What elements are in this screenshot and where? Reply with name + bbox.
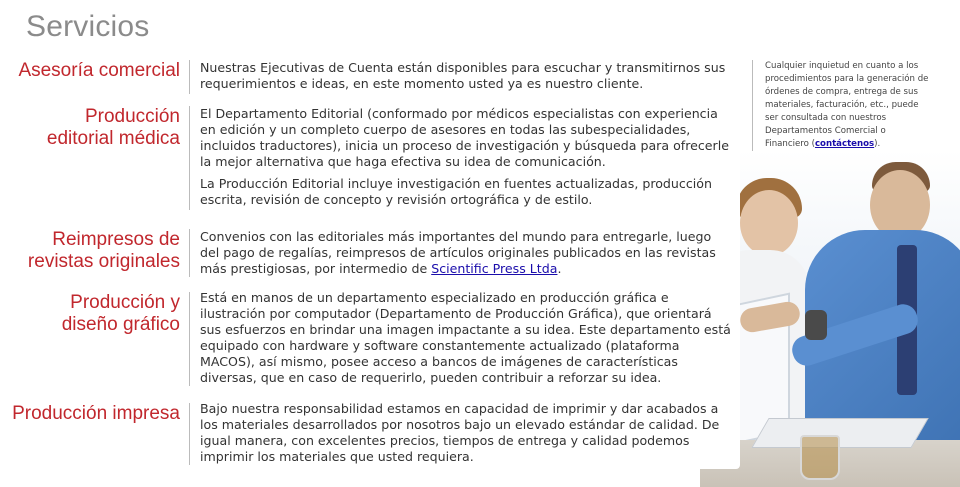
- service-paragraph: Nuestras Ejecutivas de Cuenta están disponibles para escuchar y transmitirnos sus requerimientos e ideas, en este momento usted ya es nuestro cliente.: [200, 60, 726, 91]
- service-paragraph: La Producción Editorial incluye investigación en fuentes actualizadas, producción escrita, revisión de concepto y revisión ortográfica y de estilo.: [200, 176, 712, 207]
- service-paragraph-text-after: .: [557, 261, 562, 276]
- service-divider: [189, 60, 190, 94]
- service-paragraph: Está en manos de un departamento especializado en producción gráfica e ilustración por computador (Departamento de Producción Gráfica), que orientará sus esfuerzos en brindar una imagen impactante a su idea. Este departamento está equipado con hardware y software constantemente actualizado (plataforma MACOS), así mismo, posee acceso a bancos de imágenes de características diversas, que en caso de requerirlo, pueden contribuir a reforzar su idea.: [200, 290, 731, 385]
- side-note-text: Cualquier inquietud en cuanto a los procedimientos para la generación de órdenes de compra, entrega de sus materiales, facturación, etc., puede ser consultada con nuestros Departamentos Comercial o Financiero (: [765, 61, 929, 149]
- service-label-line: Asesoría comercial: [18, 60, 180, 81]
- service-paragraph: Bajo nuestra responsabilidad estamos en capacidad de imprimir y dar acabados a los materiales desarrollados por nosotros bajo un elevado estándar de calidad. De igual manera, con excelentes precios, tiempos de entrega y calidad podemos imprimir los materiales que usted requiera.: [200, 401, 720, 464]
- service-divider: [189, 106, 190, 210]
- service-text-impresa: [200, 401, 734, 465]
- service-paragraph: [200, 229, 734, 277]
- service-label-line: revistas originales: [27, 251, 180, 272]
- service-divider: [189, 229, 190, 277]
- service-text-asesoria: [200, 60, 734, 92]
- service-label-line: diseño gráfico: [61, 314, 180, 335]
- service-divider: [189, 292, 190, 386]
- service-label-line: Producción impresa: [12, 403, 180, 424]
- service-label-line: Producción y: [70, 292, 180, 313]
- service-divider: [189, 403, 190, 465]
- side-note-text-after: ).: [874, 139, 881, 149]
- service-paragraph-text: Convenios con las editoriales más importantes del mundo para entregarle, luego del pago de regalías, reimpresos de artículos originales publicados en las revistas más prestigiosas, por intermedio de: [200, 229, 716, 276]
- service-paragraph: El Departamento Editorial (conformado por médicos especialistas con experiencia en edición y un completo cuerpo de asesores en todas las subespecialidades, incluidos traductores), inicia un proceso de investigación y búsqueda para ofrecerle la mejor alternativa que haga efectiva su idea de comunicación.: [200, 106, 729, 169]
- service-text-reimpresos: [200, 229, 734, 277]
- service-label-line: Reimpresos de: [52, 229, 180, 250]
- side-note: [752, 60, 932, 151]
- contact-link[interactable]: contáctenos: [814, 139, 875, 149]
- service-text-diseno: [200, 290, 734, 386]
- service-label-line: Producción: [84, 106, 180, 127]
- page-title: Servicios: [26, 10, 150, 43]
- service-text-editorial: [200, 106, 734, 208]
- scientific-press-link[interactable]: Scientific Press Ltda: [431, 261, 558, 276]
- service-label-line: editorial médica: [46, 128, 180, 149]
